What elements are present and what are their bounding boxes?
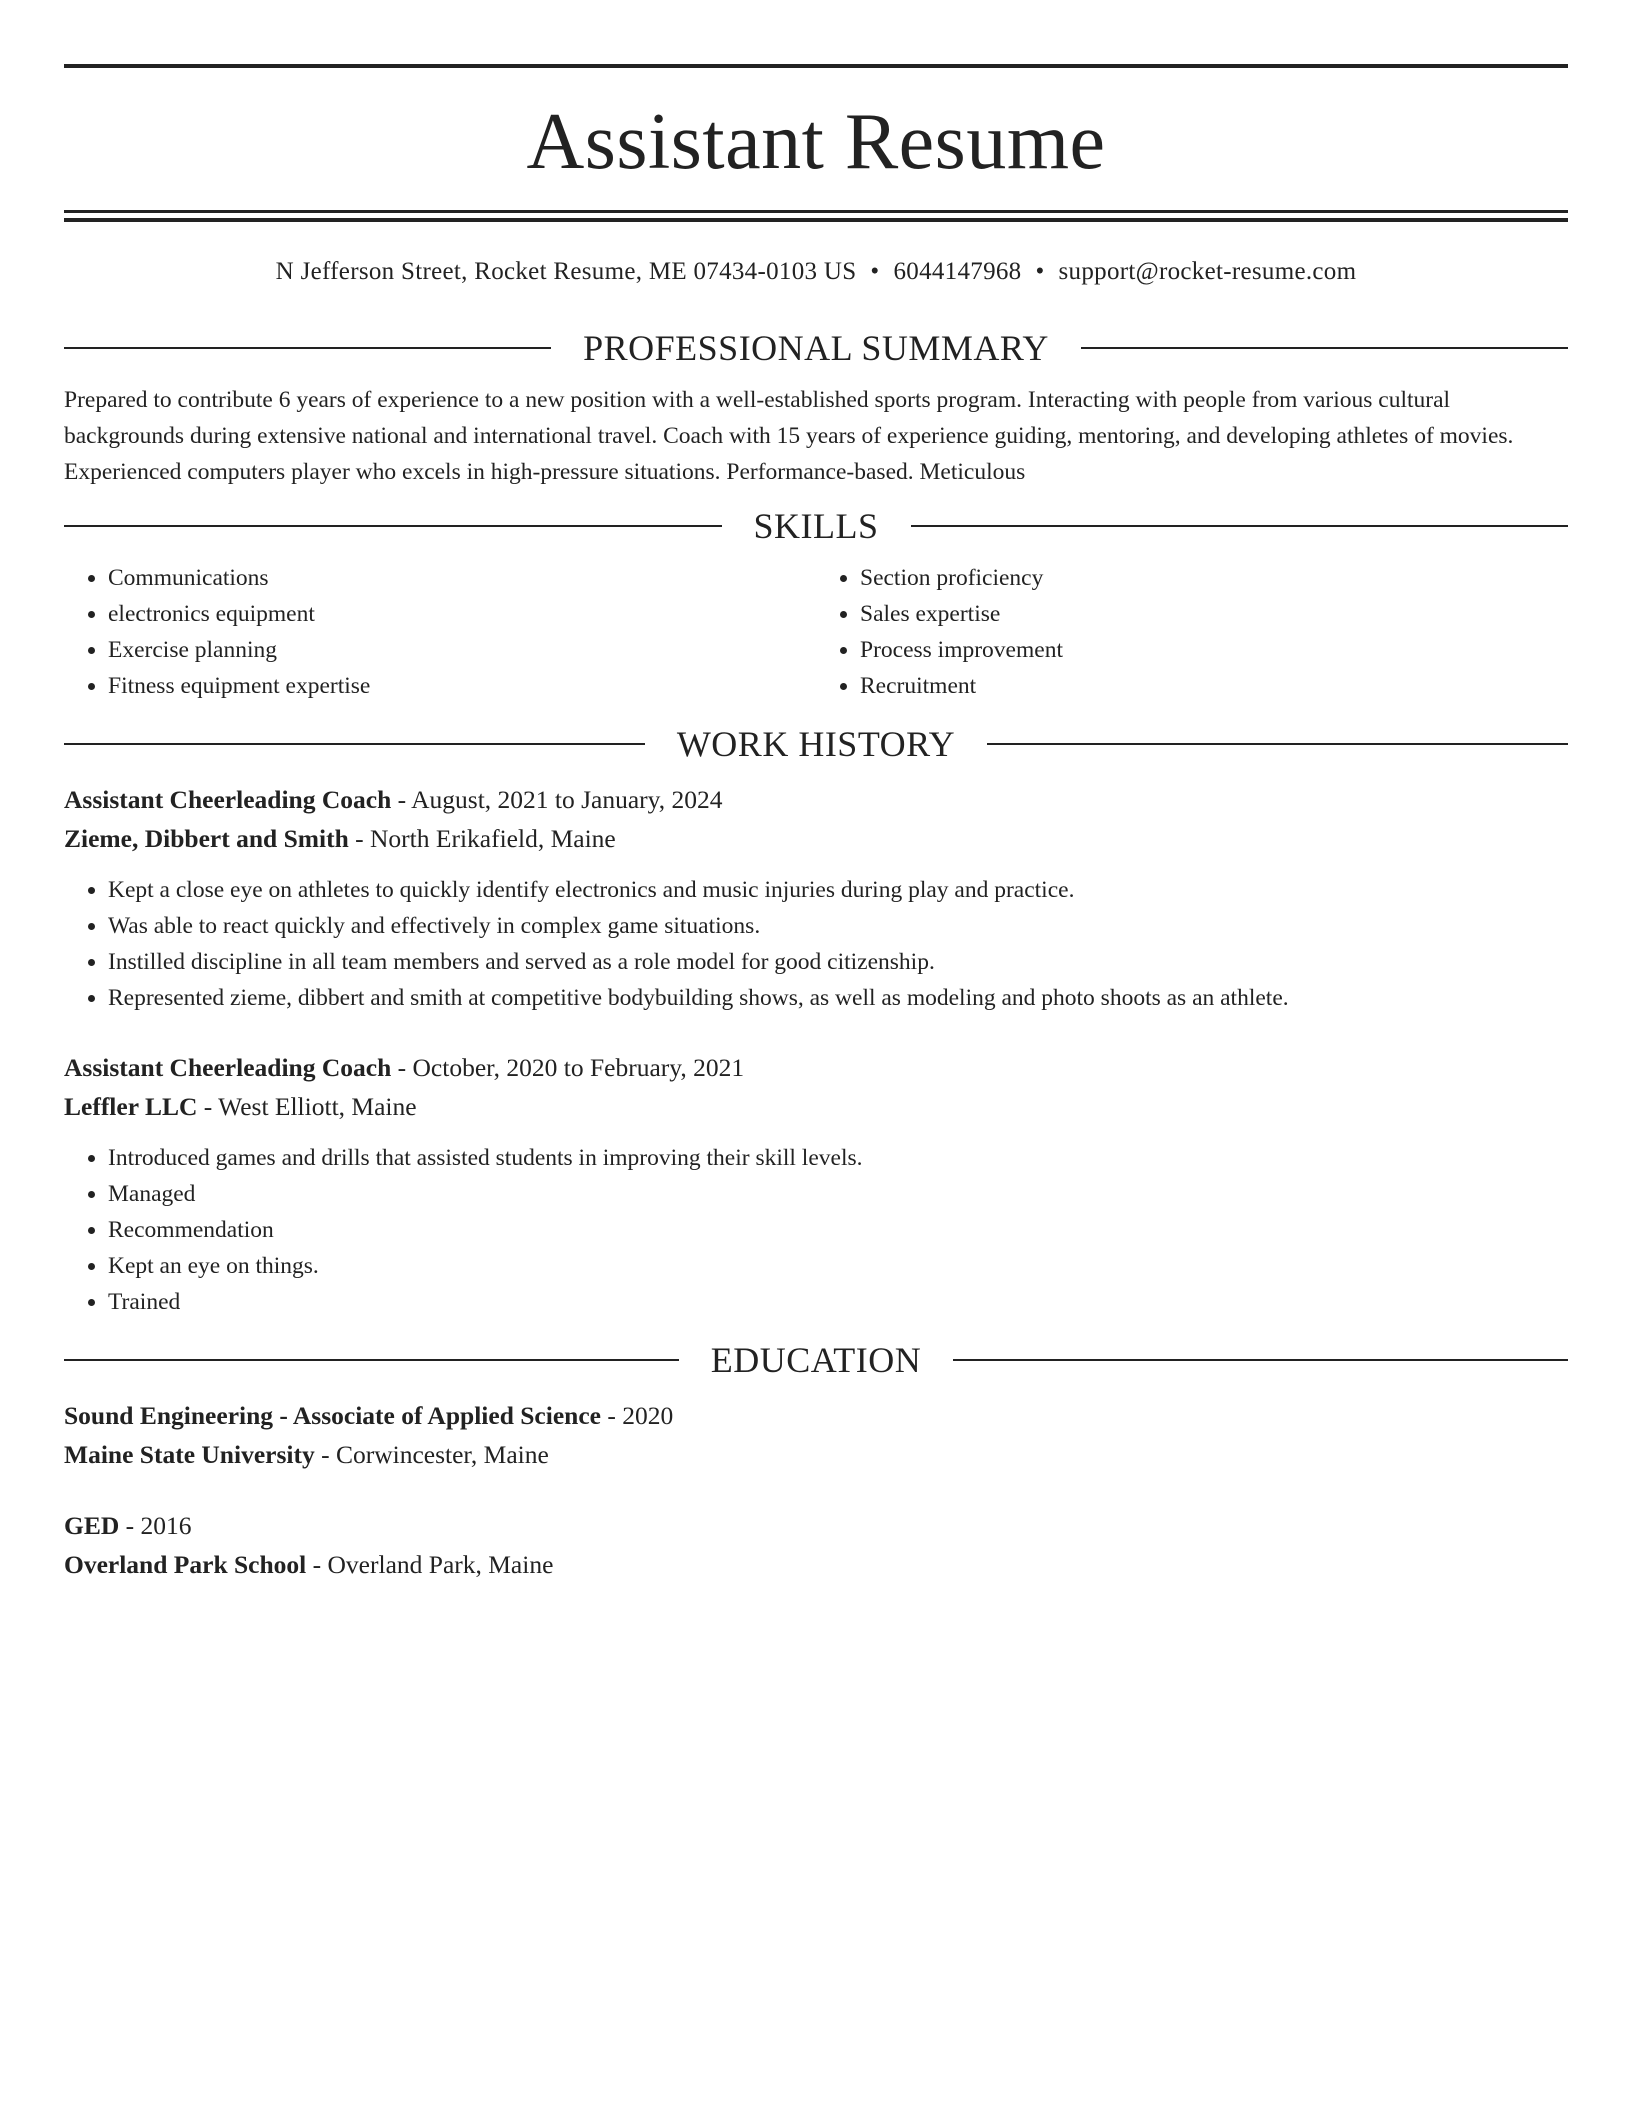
contact-separator: •	[1035, 258, 1045, 285]
title-rule-lower	[64, 218, 1568, 222]
education-degree-line	[64, 1396, 1568, 1435]
summary-section-heading	[64, 330, 1568, 366]
job-bullet: • Kept an eye on things.	[108, 1248, 1568, 1284]
work-section-heading	[64, 726, 1568, 762]
skill-item: • Fitness equipment expertise	[108, 668, 816, 704]
contact-separator: •	[870, 258, 880, 285]
heading-rule-right	[1081, 347, 1568, 349]
title-rule-upper	[64, 210, 1568, 213]
skill-item: • Communications	[108, 560, 816, 596]
summary-text: Prepared to contribute 6 years of experience to a new position with a well-established sports program. Interacting with people from various cultural backgrounds during extensive national and international travel. Coach with 15 years of experience guiding, mentoring, and developing athletes of movies. Experienced computers player who excels in high-pressure situations. Performance-based. Meticulous	[64, 387, 1514, 485]
education-location: - Corwincester, Maine	[314, 1440, 549, 1469]
skills-column-left	[64, 560, 816, 704]
job-location: - North Erikafield, Maine	[348, 824, 616, 853]
job-bullet: • Instilled discipline in all team members and served as a role model for good citizenship.	[108, 944, 1568, 980]
education-school: Maine State University	[64, 1440, 315, 1469]
resume-title: Assistant Resume	[526, 98, 1106, 186]
job-company: Zieme, Dibbert and Smith	[64, 824, 349, 853]
job-entry	[64, 780, 1568, 1016]
job-bullet: • Recommendation	[108, 1212, 1568, 1248]
summary-heading-label: PROFESSIONAL SUMMARY	[583, 328, 1049, 368]
work-heading-label: WORK HISTORY	[676, 724, 956, 764]
job-dates: - August, 2021 to January, 2024	[391, 785, 723, 814]
education-entry	[64, 1396, 1568, 1474]
education-location: - Overland Park, Maine	[306, 1550, 554, 1579]
skill-item: • Exercise planning	[108, 632, 816, 668]
education-heading-label: EDUCATION	[710, 1340, 922, 1380]
job-company-line	[64, 819, 1568, 858]
skill-item: • Process improvement	[860, 632, 1568, 668]
heading-rule-left	[64, 525, 722, 527]
education-school-line	[64, 1435, 1568, 1474]
job-bullet: • Kept a close eye on athletes to quickly identify electronics and music injuries during play and practice.	[108, 872, 1568, 908]
skill-item: • electronics equipment	[108, 596, 816, 632]
job-location: - West Elliott, Maine	[197, 1092, 417, 1121]
job-title: Assistant Cheerleading Coach	[64, 785, 392, 814]
education-entry	[64, 1506, 1568, 1584]
contact-address: N Jefferson Street, Rocket Resume, ME 07434-0103 US	[275, 258, 857, 285]
skills-column-right	[816, 560, 1568, 704]
job-title: Assistant Cheerleading Coach	[64, 1053, 392, 1082]
skills-list-left	[64, 560, 816, 704]
job-title-line	[64, 1048, 1568, 1087]
education-degree: Sound Engineering - Associate of Applied Science	[64, 1401, 601, 1430]
skill-item: • Section proficiency	[860, 560, 1568, 596]
education-degree: GED	[64, 1511, 120, 1540]
heading-rule-left	[64, 347, 551, 349]
skills-list-right	[816, 560, 1568, 704]
job-bullet: • Represented zieme, dibbert and smith at competitive bodybuilding shows, as well as modeling and photo shoots as an athlete.	[108, 980, 1568, 1016]
job-bullet: • Was able to react quickly and effectively in complex game situations.	[108, 908, 1568, 944]
heading-rule-left	[64, 1359, 679, 1361]
education-year: - 2016	[119, 1511, 192, 1540]
heading-rule-right	[953, 1359, 1568, 1361]
skills-heading-label: SKILLS	[753, 506, 879, 546]
job-bullet: • Introduced games and drills that assisted students in improving their skill levels.	[108, 1140, 1568, 1176]
education-degree-line	[64, 1506, 1568, 1545]
job-company: Leffler LLC	[64, 1092, 198, 1121]
skill-item: • Sales expertise	[860, 596, 1568, 632]
job-bullets	[64, 872, 1568, 1016]
job-bullet: • Managed	[108, 1176, 1568, 1212]
skills-grid	[64, 560, 1568, 704]
education-school-line	[64, 1545, 1568, 1584]
skills-section-heading	[64, 508, 1568, 544]
heading-rule-left	[64, 743, 645, 745]
contact-email: support@rocket-resume.com	[1058, 258, 1357, 285]
heading-rule-right	[911, 525, 1569, 527]
job-dates: - October, 2020 to February, 2021	[391, 1053, 745, 1082]
job-entry	[64, 1048, 1568, 1320]
job-company-line	[64, 1087, 1568, 1126]
top-rule	[64, 64, 1568, 68]
education-school: Overland Park School	[64, 1550, 307, 1579]
job-title-line	[64, 780, 1568, 819]
contact-phone: 6044147968	[893, 258, 1022, 285]
job-bullet: • Trained	[108, 1284, 1568, 1320]
education-section-heading	[64, 1342, 1568, 1378]
education-year: - 2020	[600, 1401, 674, 1430]
skill-item: • Recruitment	[860, 668, 1568, 704]
contact-line	[64, 257, 1568, 287]
heading-rule-right	[987, 743, 1568, 745]
job-bullets	[64, 1140, 1568, 1320]
